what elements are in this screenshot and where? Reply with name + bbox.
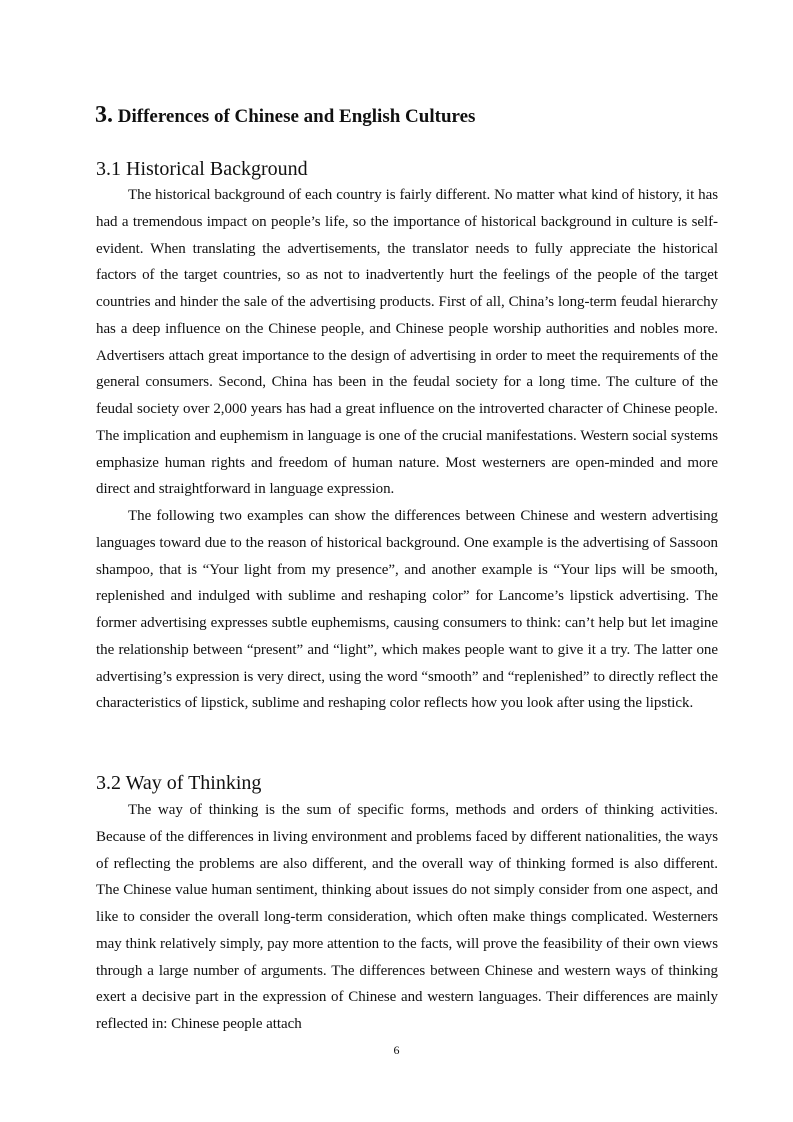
section-way-of-thinking xyxy=(96,769,718,1038)
paragraph: The way of thinking is the sum of specific forms, methods and orders of thinking activities. Because of the differences in living environment and problems faced by different nationalities, the ways of reflecting the problems are also different, and the overall way of thinking formed is also different. The Chinese value human sentiment, thinking about issues do not simply consider from one aspect, and like to consider the overall long-term consideration, which often make things complicated. Westerners may think relatively simply, pay more attention to the facts, will prove the feasibility of their own views through a large number of arguments. The differences between Chinese and western ways of thinking exert a decisive part in the expression of Chinese and western languages. Their differences are mainly reflected in: Chinese people attach xyxy=(96,802,718,1032)
chapter-title-text: Differences of Chinese and English Cultures xyxy=(117,106,476,127)
chapter-number: 3. xyxy=(95,102,113,128)
section-historical-background xyxy=(96,156,718,717)
chapter-title xyxy=(95,100,735,132)
page-number: 6 xyxy=(393,1043,400,1057)
paragraph: The historical background of each country is fairly different. No matter what kind of history, it has had a tremendous impact on people’s life, so the importance of historical background in culture is self-evident. When translating the advertisements, the translator needs to fully appreciate the historical factors of the target countries, so as not to inadvertently hurt the feelings of the people of the target countries and hinder the sale of the advertising products. First of all, China’s long-term feudal hierarchy has a deep influence on the Chinese people, and Chinese people worship authorities and nobles more. Advertisers attach great importance to the design of advertising in order to meet the requirements of the general consumers. Second, China has been in the feudal society for a long time. The culture of the feudal society over 2,000 years has had a great influence on the introverted character of Chinese people. The implication and euphemism in language is one of the crucial manifestations. Western social systems emphasize human rights and freedom of human nature. Most westerners are open-minded and more direct and straightforward in language expression. xyxy=(96,187,718,498)
section-title: 3.1 Historical Background xyxy=(96,158,308,180)
paragraph: The following two examples can show the differences between Chinese and western advertising languages toward due to the reason of historical background. One example is the advertising of Sassoon shampoo, that is “Your light from my presence”, and another example is “Your lips will be smooth, replenished and indulged with sublime and reshaping color” for Lancome’s lipstick advertising. The former advertising expresses subtle euphemisms, causing consumers to think: can’t help but let imagine the relationship between “present” and “light”, which makes people want to give it a try. The latter one advertising’s expression is very direct, using the word “smooth” and “replenished” to directly reflect the characteristics of lipstick, sublime and reshaping color reflects how you look after using the lipstick. xyxy=(96,508,718,712)
section-title: 3.2 Way of Thinking xyxy=(96,772,262,794)
